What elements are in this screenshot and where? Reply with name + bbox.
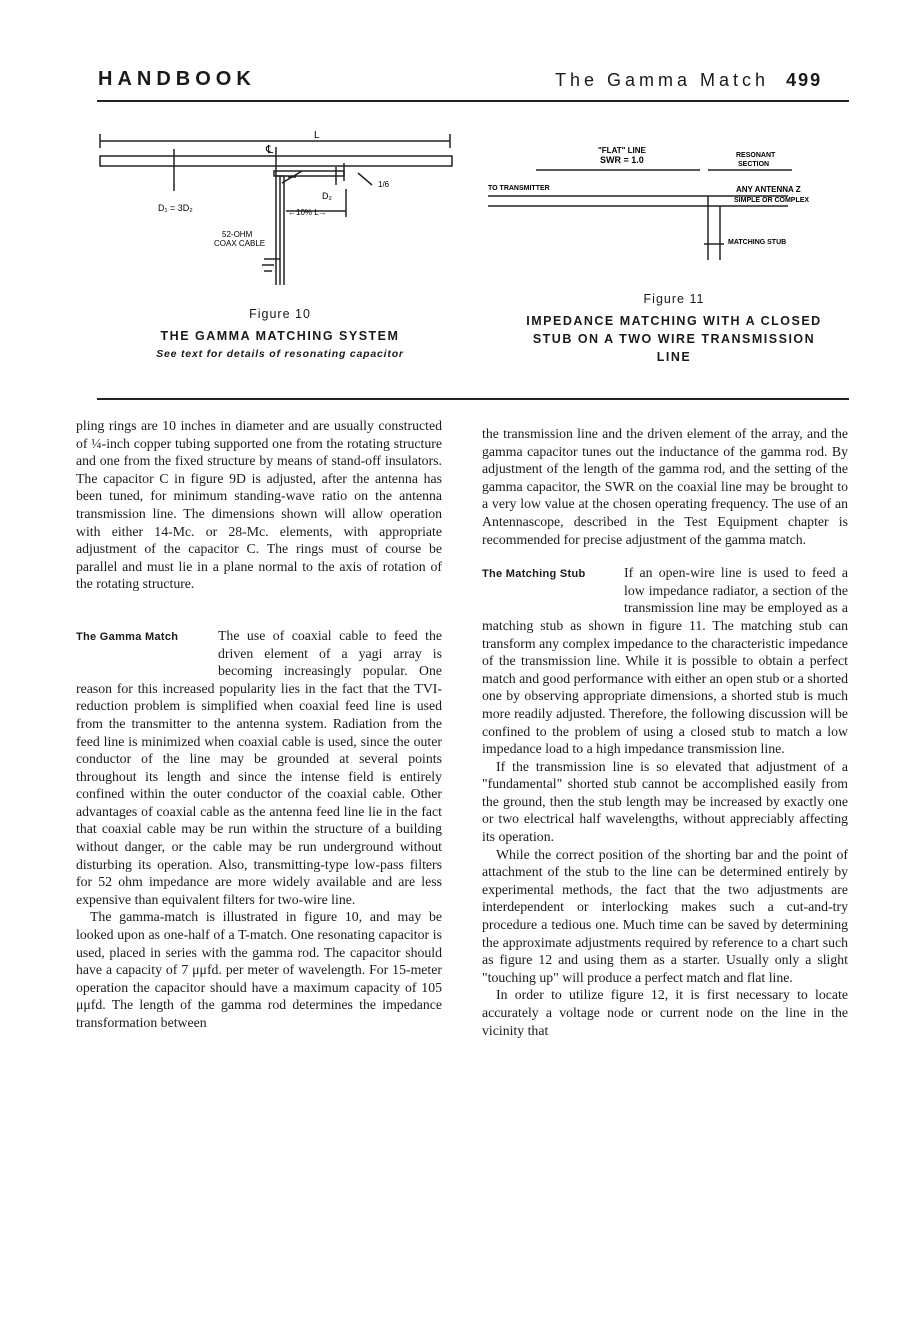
fig10-label-centerline: ℄ [266, 144, 274, 156]
fig11-label-flat-line: "FLAT" LINE [598, 146, 646, 155]
side-heading-gamma-match: The Gamma Match [76, 630, 179, 643]
figure-10-title: THE GAMMA MATCHING SYSTEM [160, 329, 400, 343]
fig11-label-transmitter: TO TRANSMITTER [488, 185, 550, 192]
figure-10-caption [140, 305, 420, 363]
right-paragraph-3: If the transmission line is so elevated that adjustment of a "fundamental" shorted stub cannot be accomplished easily from the ground, then the stub length may be increased by exactly one or two electrical half wavelengths, without appreciably affecting its operation. [482, 758, 848, 845]
left-column [76, 417, 442, 1032]
right-column [482, 425, 848, 1039]
running-head-right [555, 70, 850, 91]
figure-11-number: Figure 11 [643, 292, 705, 306]
page-number: 499 [786, 70, 823, 90]
fig10-label-fraction: 1/6 [378, 180, 390, 189]
left-paragraph-1: pling rings are 10 inches in diameter and are usually constructed of ¼-inch copper tubing supported one from the rotating structure and one from the fixed structure by means of stand-off insulators. The capacitor C in figure 9D is adjusted, after the antenna has been tuned, for minimum standing-wave ratio on the antenna transmission line. The dimensions shown will allow operation with either 14-Mc. or 28-Mc. elements, with appropriate adjustment of the capacitor C. The rings must of course be parallel and must lie in a plane normal to the axis of rotation of the rotating structure. [76, 418, 442, 592]
fig10-label-cable-2: COAX CABLE [214, 239, 266, 248]
fig11-label-resonant: RESONANT [736, 152, 776, 159]
figure-11-caption [496, 290, 852, 366]
fig11-label-swr: SWR = 1.0 [600, 155, 644, 165]
fig11-label-stub: MATCHING STUB [728, 239, 787, 246]
figure-10-diagram [96, 125, 466, 285]
figure-11-title-1: IMPEDANCE MATCHING WITH A CLOSED [526, 314, 822, 328]
fig10-label-d1: D₁ = 3D₂ [158, 203, 193, 213]
right-paragraph-4: While the correct position of the shorting bar and the point of attachment of the stub to the line can be determined entirely by experimental methods, the fact that the two adjustments are interdependent or interlocking makes such a cut-and-try procedure a tedious one. Much time can be saved by determining the approximate adjustments required by reference to a chart such as figure 12 and using them as a starter. Usually only a slight "touching up" will produce a perfect match and flat line. [482, 846, 848, 985]
fig10-label-d2: D₂ [322, 191, 332, 201]
fig11-label-antenna-2: SIMPLE OR COMPLEX [734, 197, 810, 204]
side-heading-matching-stub: The Matching Stub [482, 568, 586, 581]
fig10-label-pct: ←10% L→ [288, 208, 327, 217]
running-head-left: HANDBOOK [98, 68, 256, 90]
figure-rule [97, 398, 849, 400]
fig11-label-antenna: ANY ANTENNA Z [736, 185, 801, 194]
figure-11-title-2: STUB ON A TWO WIRE TRANSMISSION [532, 332, 816, 346]
right-paragraph-5: In order to utilize figure 12, it is first necessary to locate accurately a voltage node or current node on the line in the vicinity that [482, 987, 848, 1038]
right-paragraph-2: If an open-wire line is used to feed a low impedance radiator, a section of the transmission line may be employed as a matching stub as shown in figure 11. The matching stub can transform any complex impedance to the characteristic impedance of the transmission line. While it is possible to obtain a perfect match and good performance with either an open stub or a shorted one by observing appropriate dimensions, a shorted stub is much more readily adjusted. Therefore, the following discussion will be confined to the problem of using a closed stub to match a low impedance load to a high impedance transmission line. [482, 565, 848, 757]
left-paragraph-2: The use of coaxial cable to feed the driven element of a yagi array is becoming increasingly popular. One reason for this increased popularity lies in the fact that the TVI-reduction problem is simplified when coaxial feed line is used from the transmitter to the antenna system. Radiation from the feed line is minimized when coaxial cable is used, since the outer conductor of the line may be grounded at several points throughout its length and since the intense field is entirely confined within the outer conductor of the coaxial cable. Other advantages of coaxial cable as the antenna feed line lie in the fact that coaxial cable may be run within the structure of a building without danger, or the cable may be run underground without disturbing its operation. Also, transmitting-type low-pass filters for 52 ohm impedance are more widely available and are less expensive than equivalent filters for two-wire line. [76, 627, 442, 907]
figure-11-title-3: LINE [656, 350, 692, 364]
header-rule [97, 100, 849, 102]
fig10-label-cable-1: 52-OHM [222, 230, 253, 239]
fig10-label-l: L [314, 130, 320, 141]
left-paragraph-3: The gamma-match is illustrated in figure 10, and may be looked upon as one-half of a T-match. One resonating capacitor is used, placed in series with the gamma rod. The capacitor should have a capacity of 7 μμfd. per meter of wavelength. For 15-meter operation the capacitor should have a maximum capacity of 105 μμfd. The length of the gamma rod determines the impedance transformation between [76, 909, 442, 1030]
chapter-title: The Gamma Match [555, 70, 770, 90]
figure-10-subtitle: See text for details of resonating capacitor [156, 348, 404, 360]
fig11-label-section: SECTION [738, 161, 770, 168]
figure-10-number: Figure 10 [249, 307, 311, 321]
right-paragraph-1: the transmission line and the driven element of the array, and the gamma capacitor tunes out the inductance of the gamma rod. By adjustment of the length of the gamma rod, and the setting of the gamma capacitor, the SWR on the coaxial line may be brought to a very low value at the chosen operating frequency. The use of an Antennascope, described in the Test Equipment chapter is recommended for precise adjustment of the gamma match. [482, 426, 848, 547]
figure-11-diagram [488, 140, 850, 280]
